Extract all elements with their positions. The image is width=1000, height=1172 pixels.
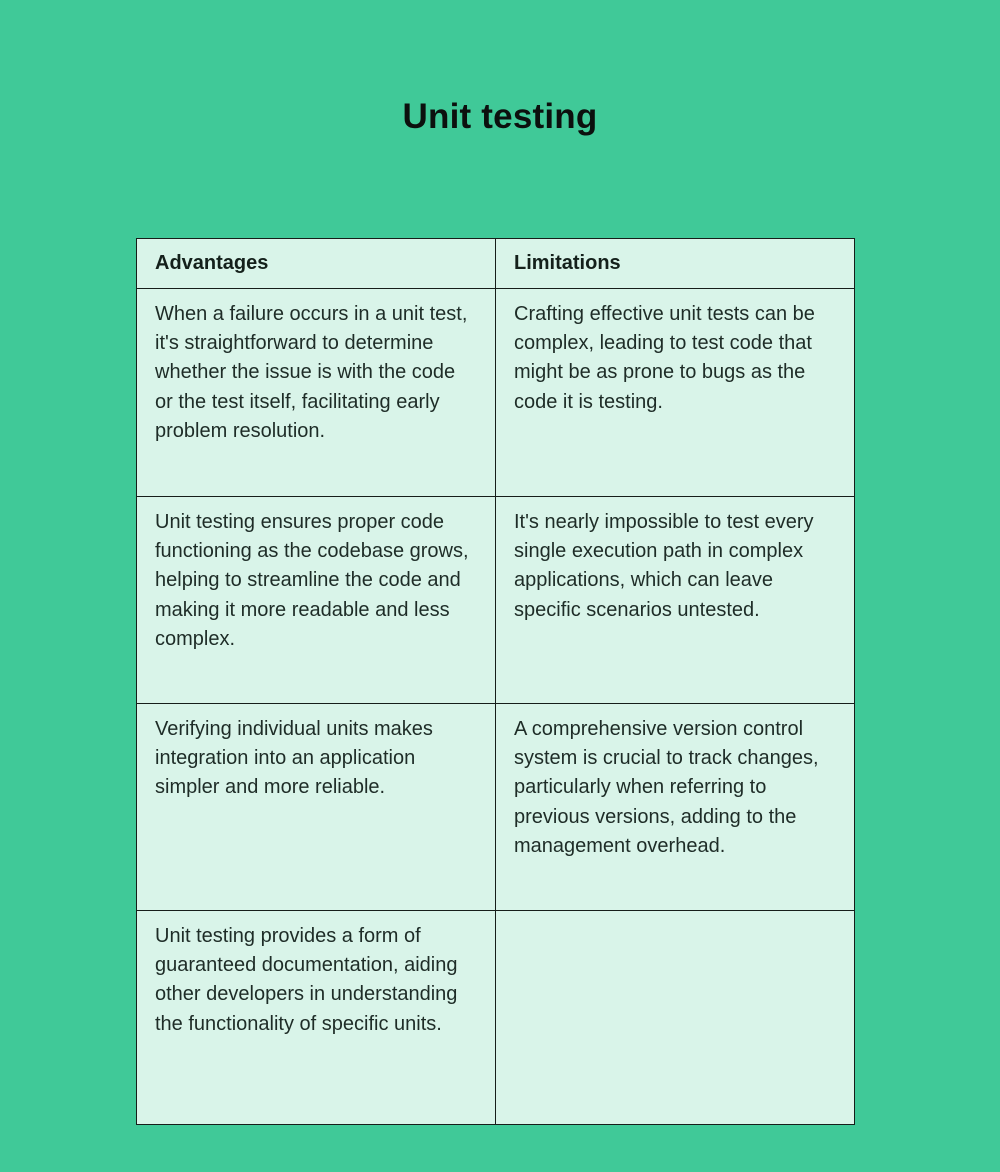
table-row	[137, 289, 855, 497]
advantages-limitations-table	[136, 238, 855, 1125]
advantage-cell: Unit testing ensures proper code functioning as the codebase grows, helping to streamline the code and making it more readable and less complex.	[137, 497, 496, 704]
column-header-limitations: Limitations	[496, 239, 855, 289]
limitation-cell: Crafting effective unit tests can be complex, leading to test code that might be as prone to bugs as the code it is testing.	[496, 289, 855, 497]
advantage-cell: When a failure occurs in a unit test, it's straightforward to determine whether the issue is with the code or the test itself, facilitating early problem resolution.	[137, 289, 496, 497]
table-header-row	[137, 239, 855, 289]
table-row	[137, 497, 855, 704]
page-title: Unit testing	[402, 97, 598, 136]
advantage-cell: Verifying individual units makes integration into an application simpler and more reliable.	[137, 704, 496, 911]
column-header-advantages: Advantages	[137, 239, 496, 289]
table-row	[137, 911, 855, 1125]
advantage-cell: Unit testing provides a form of guaranteed documentation, aiding other developers in understanding the functionality of specific units.	[137, 911, 496, 1125]
limitation-cell	[496, 911, 855, 1125]
table-row	[137, 704, 855, 911]
limitation-cell: A comprehensive version control system is crucial to track changes, particularly when referring to previous versions, adding to the management overhead.	[496, 704, 855, 911]
limitation-cell: It's nearly impossible to test every single execution path in complex applications, which can leave specific scenarios untested.	[496, 497, 855, 704]
